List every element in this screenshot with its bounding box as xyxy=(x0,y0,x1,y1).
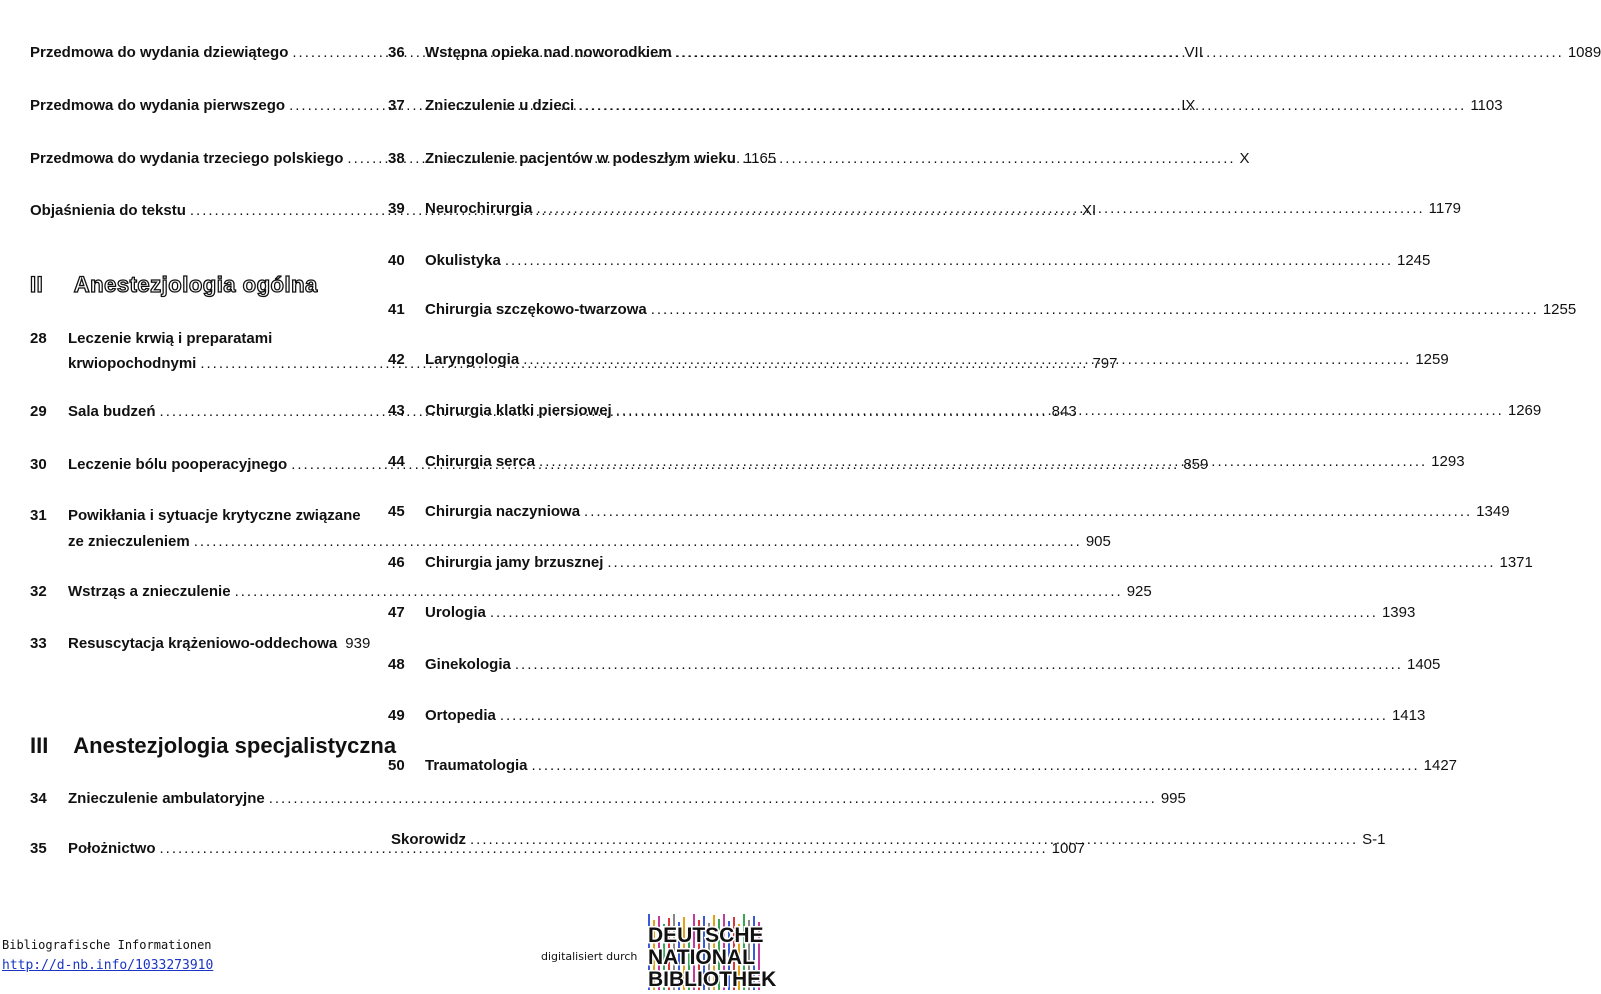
entry-title: Okulistyka xyxy=(425,252,501,269)
entry-title: Chirurgia jamy brzusznej xyxy=(425,554,604,571)
toc-entry-49 xyxy=(388,707,1426,724)
entry-title: Chirurgia klatki piersiowej xyxy=(425,402,612,419)
entry-title: Neurochirurgia xyxy=(425,200,533,217)
entry-page: 797 xyxy=(1092,355,1118,372)
leader-dots xyxy=(584,503,1472,520)
entry-page: 925 xyxy=(1126,583,1152,600)
entry-title: Chirurgia serca xyxy=(425,453,536,470)
chapter-number: 48 xyxy=(388,656,405,673)
leader-dots xyxy=(578,97,1466,114)
chapter-number: 36 xyxy=(388,44,405,61)
chapter-number: 42 xyxy=(388,351,405,368)
leader-dots xyxy=(505,252,1393,269)
entry-title: Urologia xyxy=(425,604,486,621)
chapter-number: 37 xyxy=(388,97,405,114)
leader-dots xyxy=(539,453,1427,470)
entry-page: 1393 xyxy=(1381,604,1416,621)
leader-dots xyxy=(490,604,1378,621)
entry-title: Resuscytacja krążeniowo-oddechowa xyxy=(68,635,338,652)
chapter-number: 30 xyxy=(30,456,47,473)
entry-page: 1179 xyxy=(1428,200,1461,217)
toc-entry-48 xyxy=(388,656,1441,673)
toc-entry-45 xyxy=(388,503,1510,520)
entry-page: 1349 xyxy=(1476,503,1510,520)
leader-dots xyxy=(235,583,1123,600)
chapter-number: 46 xyxy=(388,554,405,571)
chapter-number: 41 xyxy=(388,301,405,318)
toc-entry-41 xyxy=(388,301,1577,318)
dnb-link[interactable]: http://d-nb.info/1033273910 xyxy=(2,958,214,973)
entry-page: 1269 xyxy=(1507,402,1542,419)
leader-dots xyxy=(269,790,1157,807)
entry-page: 905 xyxy=(1085,533,1111,550)
chapter-number: 28 xyxy=(30,330,47,347)
toc-entry-34 xyxy=(30,790,1186,807)
entry-page: 1293 xyxy=(1431,453,1465,470)
entry-page: 1165 xyxy=(743,150,777,167)
bibliographic-label: Bibliografische Informationen xyxy=(2,938,212,952)
entry-page: 1255 xyxy=(1542,301,1577,318)
entry-title: Objaśnienia do tekstu xyxy=(30,202,186,219)
entry-title: Przedmowa do wydania dziewiątego xyxy=(30,44,289,61)
entry-title: Sala budzeń xyxy=(68,403,156,420)
entry-page: 1427 xyxy=(1423,757,1458,774)
leader-dots xyxy=(515,656,1403,673)
entry-page: 1103 xyxy=(1470,97,1503,114)
chapter-number: 35 xyxy=(30,840,47,857)
entry-page: VII xyxy=(1184,44,1203,61)
section-roman: III xyxy=(30,733,49,758)
entry-title: Znieczulenie pacjentów w podeszłym wieku xyxy=(425,150,736,167)
entry-page: 1007 xyxy=(1051,840,1085,857)
entry-page: 1089 xyxy=(1567,44,1601,61)
entry-title: Leczenie bólu pooperacyjnego xyxy=(68,456,288,473)
entry-title: Wstępna opieka nad noworodkiem xyxy=(425,44,672,61)
entry-page: 939 xyxy=(345,635,371,652)
section-heading-ii xyxy=(30,272,318,298)
toc-entry-50 xyxy=(388,757,1458,774)
entry-title: Przedmowa do wydania trzeciego polskiego xyxy=(30,150,344,167)
leader-dots xyxy=(607,554,1495,571)
chapter-number: 44 xyxy=(388,453,405,470)
chapter-number: 34 xyxy=(30,790,47,807)
entry-title: Przedmowa do wydania pierwszego xyxy=(30,97,286,114)
leader-dots xyxy=(616,402,1504,419)
entry-title: Położnictwo xyxy=(68,840,156,857)
entry-page: 1413 xyxy=(1391,707,1426,724)
logo-line-2: NATIONAL xyxy=(648,946,755,969)
chapter-number: 45 xyxy=(388,503,405,520)
leader-dots xyxy=(523,351,1411,368)
chapter-number: 39 xyxy=(388,200,405,217)
leader-dots xyxy=(676,44,1564,61)
entry-page: 1371 xyxy=(1499,554,1533,571)
leader-dots xyxy=(470,831,1358,848)
chapter-number: 47 xyxy=(388,604,405,621)
entry-title: Znieczulenie u dzieci xyxy=(425,97,575,114)
section-roman: II xyxy=(30,272,44,297)
dnb-logo xyxy=(646,914,777,991)
leader-dots xyxy=(651,301,1539,318)
entry-page: 843 xyxy=(1051,403,1077,420)
entry-title: Znieczulenie ambulatoryjne xyxy=(68,790,265,807)
leader-dots xyxy=(194,533,1082,550)
toc-entry-40 xyxy=(388,252,1431,269)
entry-title: Wstrząs a znieczulenie xyxy=(68,583,231,600)
entry-line1: Powikłania i sytuacje krytyczne związane xyxy=(68,507,361,524)
toc-entry-38 xyxy=(388,150,777,167)
entry-title: Traumatologia xyxy=(425,757,528,774)
entry-title: Ginekologia xyxy=(425,656,511,673)
toc-entry-46 xyxy=(388,554,1533,571)
chapter-number: 32 xyxy=(30,583,47,600)
bibliographic-info xyxy=(2,938,213,973)
chapter-number: 49 xyxy=(388,707,405,724)
chapter-number: 31 xyxy=(30,507,47,524)
chapter-number: 50 xyxy=(388,757,405,774)
section-title: Anestezjologia specjalistyczna xyxy=(73,733,397,758)
entry-page: X xyxy=(1239,150,1250,167)
entry-page: S-1 xyxy=(1362,831,1386,848)
entry-page: IX xyxy=(1181,97,1196,114)
entry-page: 1259 xyxy=(1415,351,1449,368)
entry-title: Ortopedia xyxy=(425,707,496,724)
section-title: Anestezjologia ogólna xyxy=(73,272,318,297)
toc-entry-index xyxy=(391,831,1386,848)
entry-title: Chirurgia naczyniowa xyxy=(425,503,581,520)
leader-dots xyxy=(500,707,1388,724)
chapter-number: 29 xyxy=(30,403,47,420)
entry-title: krwiopochodnymi xyxy=(68,355,197,372)
entry-title: ze znieczuleniem xyxy=(68,533,190,550)
toc-entry-32 xyxy=(30,583,1152,600)
digitized-by-label: digitalisiert durch xyxy=(541,950,638,963)
entry-title: Laryngologia xyxy=(425,351,520,368)
entry-page: XI xyxy=(1082,202,1097,219)
toc-entry-47 xyxy=(388,604,1416,621)
entry-line1: Leczenie krwią i preparatami xyxy=(68,330,273,347)
leader-dots xyxy=(537,200,1425,217)
chapter-number: 43 xyxy=(388,402,405,419)
entry-page: 859 xyxy=(1183,456,1209,473)
chapter-number: 33 xyxy=(30,635,47,652)
entry-title: Chirurgia szczękowo-twarzowa xyxy=(425,301,647,318)
logo-line-3: BIBLIOTHEK xyxy=(648,968,777,991)
toc-entry-33 xyxy=(30,635,371,652)
entry-page: 995 xyxy=(1160,790,1186,807)
toc-entry-35 xyxy=(30,840,1085,857)
chapter-number: 40 xyxy=(388,252,405,269)
entry-title: Skorowidz xyxy=(391,831,467,848)
chapter-number: 38 xyxy=(388,150,405,167)
entry-page: 1405 xyxy=(1406,656,1441,673)
entry-page: 1245 xyxy=(1397,252,1431,269)
logo-line-1: DEUTSCHE xyxy=(648,924,764,947)
section-heading-iii xyxy=(30,733,396,759)
leader-dots xyxy=(532,757,1420,774)
